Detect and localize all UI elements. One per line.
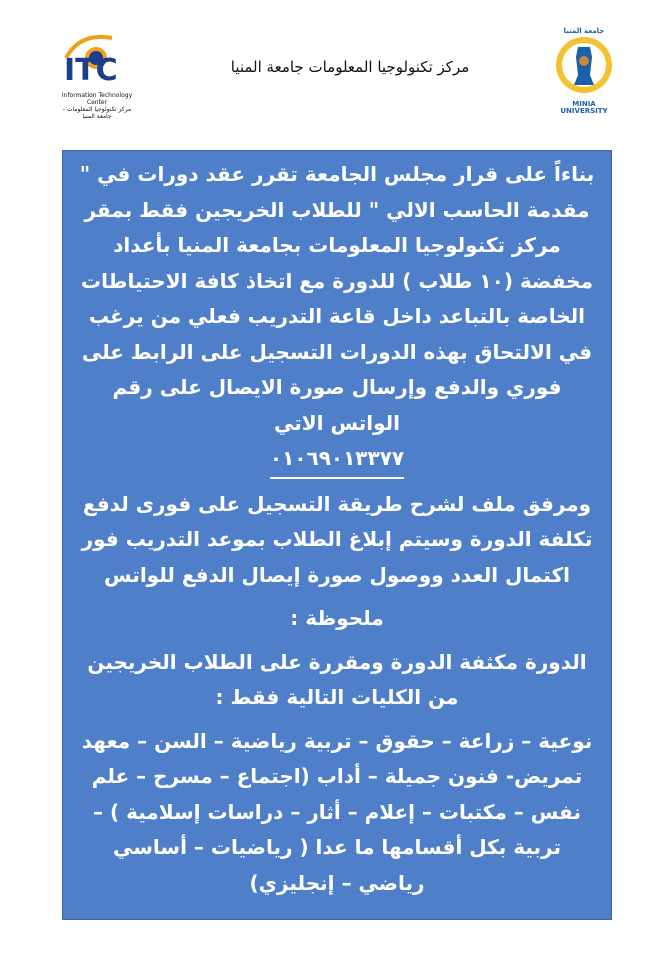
itc-logo (60, 28, 134, 120)
note-label: ملحوظة : (290, 606, 384, 630)
minia-caption-ar: جامعة المنيا (563, 27, 605, 35)
eligibility-paragraph: الدورة مكثفة الدورة ومقررة على الطلاب الخريجين من الكليات التالية فقط : (87, 649, 587, 709)
itc-caption-en: Information Technology Center (61, 92, 133, 106)
nefertiti-emblem-icon (548, 35, 620, 97)
announcement-panel (62, 150, 612, 920)
announcement-text: بناءاً على قرار مجلس الجامعة تقرر عقد دورات في " مقدمة الحاسب الالي " للطلاب الخريجين فقط بمقر مركز تكنولوجيا المعلومات بجامعة المنيا بأعداد مخفضة (١٠ طلاب ) للدورة مع اتخاذ كافة الاحتياطات الخاصة بالتباعد داخل قاعة التدريب فعلي من يرغب في الالتحاق بهذه الدورات التسجيل على الرابط على فوري والدفع وإرسال صورة الايصال على رقم الواتس الاتي (79, 162, 595, 435)
announcement-paragraph (77, 157, 597, 479)
faculties-list: نوعية – زراعة – حقوق – تربية رياضية – السن – معهد تمريض- فنون جميلة – أداب (اجتماع – مسرح – علم نفس – مكتبات – إعلام – أثار – دراسات إسلامية ) – تربية بكل أقسامها ما عدا ( رياضيات – أساسي رياضي – إنجليزي) (81, 728, 593, 895)
minia-university-logo (548, 27, 620, 115)
header (0, 0, 664, 125)
whatsapp-phone-number: ٠١٠٦٩٠١٣٣٧٧ (270, 441, 404, 479)
itc-logo-text: ITC (64, 53, 118, 88)
itc-caption-ar: مركز تكنولوجيا المعلومات - جامعة المنيا (62, 106, 132, 120)
registration-paragraph: ومرفق ملف لشرح طريقة التسجيل على فورى لدفع تكلفة الدورة وسيتم إبلاغ الطلاب بموعد التدريب فور اكتمال العدد ووصول صورة إيصال الدفع للواتس (81, 491, 593, 587)
minia-caption-en: MINIA UNIVERSITY (560, 100, 608, 115)
itc-logo-icon (60, 28, 134, 88)
page-title: مركز تكنولوجيا المعلومات جامعة المنيا (230, 58, 470, 76)
